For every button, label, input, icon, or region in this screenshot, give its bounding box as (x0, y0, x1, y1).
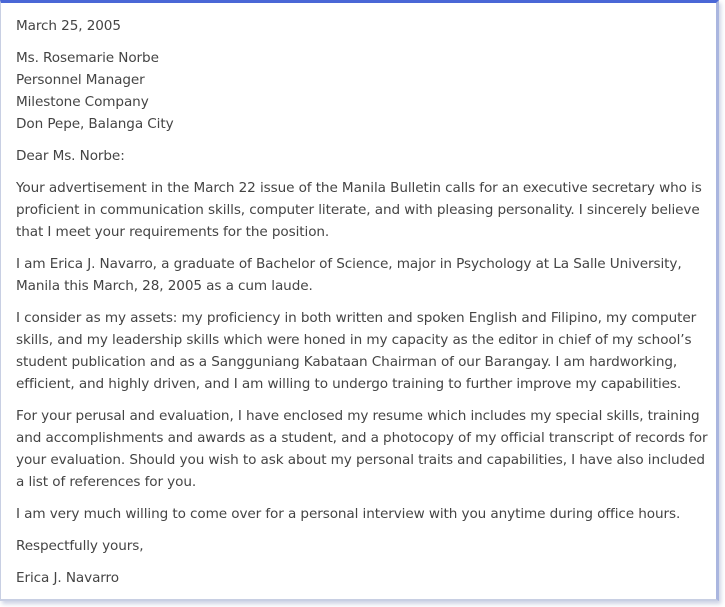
salutation: Dear Ms. Norbe: (16, 148, 125, 164)
closing: Respectfully yours, (16, 538, 144, 554)
letter-body (16, 15, 714, 599)
letter-date: March 25, 2005 (16, 18, 121, 34)
body-paragraph-5: I am very much willing to come over for a personal interview with you anytime during office hours. (16, 506, 681, 522)
signature: Erica J. Navarro (16, 570, 119, 586)
body-paragraph-3: I consider as my assets: my proficiency in both written and spoken English and Filipino, my computer skills, and my leadership skills which were honed in my capacity as the editor in chief of my school’s student publication and as a Sangguniang Kabataan Chairman of our Barangay. I am hardworking, efficient, and highly driven, and I am willing to undergo training to further improve my capabilities. (16, 310, 697, 392)
recipient-block (16, 47, 714, 135)
body-paragraph-4: For your perusal and evaluation, I have enclosed my resume which includes my special skills, training and accomplishments and awards as a student, and a photocopy of my official transcript of records for your evaluation. Should you wish to ask about my personal traits and capabilities, I have also included a list of references for you. (16, 408, 708, 490)
body-paragraph-1: Your advertisement in the March 22 issue of the Manila Bulletin calls for an executive secretary who is proficient in communication skills, computer literate, and with pleasing personality. I sincerely believe that I meet your requirements for the position. (16, 180, 702, 240)
recipient-address: Don Pepe, Balanga City (16, 116, 174, 132)
body-paragraph-2: I am Erica J. Navarro, a graduate of Bachelor of Science, major in Psychology at La Salle University, Manila this March, 28, 2005 as a cum laude. (16, 256, 682, 294)
recipient-title: Personnel Manager (16, 72, 145, 88)
recipient-company: Milestone Company (16, 94, 149, 110)
recipient-name: Ms. Rosemarie Norbe (16, 50, 159, 66)
